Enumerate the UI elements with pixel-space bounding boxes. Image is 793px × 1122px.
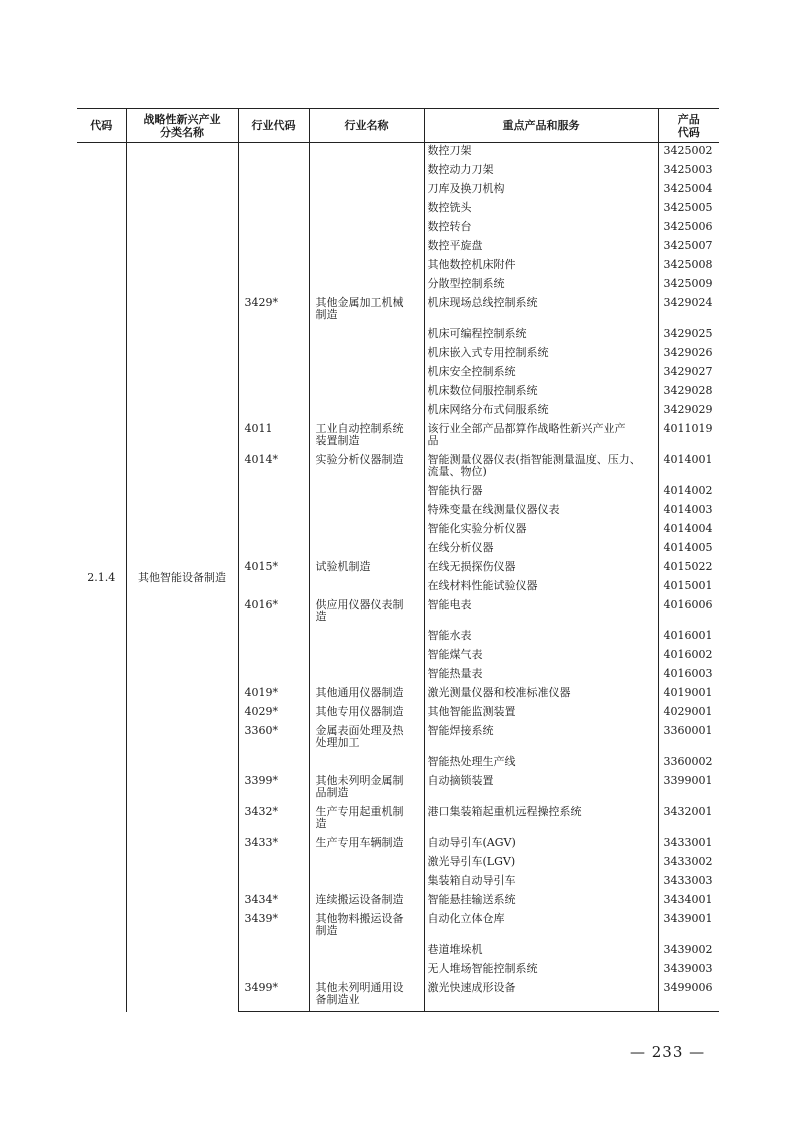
industry-code-cell: 4019*: [238, 685, 309, 704]
industry-code-cell: [238, 238, 309, 257]
industry-name-cell: 试验机制造: [309, 559, 424, 578]
industry-classification-table: [77, 108, 719, 1012]
section-name: 其他智能设备制造: [126, 143, 238, 1012]
product-code-cell: 3425006: [658, 219, 719, 238]
industry-name-cell: [309, 364, 424, 383]
industry-name-cell: [309, 854, 424, 873]
product-code-cell: 3429026: [658, 345, 719, 364]
header-products: 重点产品和服务: [424, 109, 658, 143]
industry-code-cell: [238, 628, 309, 647]
product-code-cell: 3439003: [658, 961, 719, 980]
industry-name-cell: [309, 942, 424, 961]
product-code-cell: 4015001: [658, 578, 719, 597]
page-number: — 233 —: [630, 1043, 706, 1061]
product-cell: 自动导引车(AGV): [424, 835, 658, 854]
header-industry-code: 行业代码: [238, 109, 309, 143]
industry-name-cell: 生产专用车辆制造: [309, 835, 424, 854]
industry-name-cell: [309, 402, 424, 421]
industry-name-cell: [309, 647, 424, 666]
industry-code-cell: [238, 181, 309, 200]
product-code-cell: 3360002: [658, 754, 719, 773]
industry-code-cell: [238, 502, 309, 521]
industry-name-cell: [309, 162, 424, 181]
industry-name-cell: 生产专用起重机制 造: [309, 804, 424, 835]
product-code-cell: 3433001: [658, 835, 719, 854]
industry-name-cell: 其他未列明金属制 品制造: [309, 773, 424, 804]
product-cell: 自动摘锁装置: [424, 773, 658, 804]
product-cell: 激光快速成形设备: [424, 980, 658, 1012]
product-cell: 分散型控制系统: [424, 276, 658, 295]
product-cell: 激光测量仪器和校准标准仪器: [424, 685, 658, 704]
product-cell: 该行业全部产品都算作战略性新兴产业产 品: [424, 421, 658, 452]
product-code-cell: 3429027: [658, 364, 719, 383]
product-code-cell: 4014001: [658, 452, 719, 483]
product-code-cell: 3433003: [658, 873, 719, 892]
industry-code-cell: [238, 540, 309, 559]
industry-code-cell: [238, 383, 309, 402]
industry-name-cell: 连续搬运设备制造: [309, 892, 424, 911]
industry-code-cell: [238, 143, 309, 163]
product-code-cell: 3425008: [658, 257, 719, 276]
industry-name-cell: 其他物料搬运设备 制造: [309, 911, 424, 942]
product-cell: 机床网络分布式伺服系统: [424, 402, 658, 421]
product-cell: 机床嵌入式专用控制系统: [424, 345, 658, 364]
product-cell: 集装箱自动导引车: [424, 873, 658, 892]
product-code-cell: 4029001: [658, 704, 719, 723]
header-product-code: 产品 代码: [658, 109, 719, 143]
product-code-cell: 3425004: [658, 181, 719, 200]
product-code-cell: 4016006: [658, 597, 719, 628]
industry-name-cell: [309, 961, 424, 980]
industry-code-cell: [238, 873, 309, 892]
industry-code-cell: 3432*: [238, 804, 309, 835]
industry-name-cell: [309, 326, 424, 345]
industry-name-cell: [309, 502, 424, 521]
industry-code-cell: 3399*: [238, 773, 309, 804]
product-code-cell: 4014004: [658, 521, 719, 540]
table-row: [77, 143, 719, 163]
industry-code-cell: [238, 276, 309, 295]
industry-name-cell: [309, 219, 424, 238]
product-code-cell: 4011019: [658, 421, 719, 452]
product-code-cell: 4019001: [658, 685, 719, 704]
product-code-cell: 3439002: [658, 942, 719, 961]
product-code-cell: 3425002: [658, 143, 719, 163]
product-cell: 在线分析仪器: [424, 540, 658, 559]
industry-name-cell: [309, 521, 424, 540]
industry-name-cell: [309, 666, 424, 685]
product-cell: 智能热处理生产线: [424, 754, 658, 773]
industry-name-cell: [309, 276, 424, 295]
industry-name-cell: [309, 540, 424, 559]
product-code-cell: 3425009: [658, 276, 719, 295]
product-code-cell: 3429029: [658, 402, 719, 421]
product-cell: 智能煤气表: [424, 647, 658, 666]
product-cell: 自动化立体仓库: [424, 911, 658, 942]
product-code-cell: 3432001: [658, 804, 719, 835]
product-cell: 特殊变量在线测量仪器仪表: [424, 502, 658, 521]
product-code-cell: 4015022: [658, 559, 719, 578]
industry-code-cell: 3434*: [238, 892, 309, 911]
industry-name-cell: [309, 383, 424, 402]
product-code-cell: 3429028: [658, 383, 719, 402]
industry-name-cell: 供应用仪器仪表制 造: [309, 597, 424, 628]
product-cell: 机床现场总线控制系统: [424, 295, 658, 326]
industry-code-cell: [238, 402, 309, 421]
industry-name-cell: [309, 483, 424, 502]
product-cell: 在线无损探伤仪器: [424, 559, 658, 578]
product-cell: 智能焊接系统: [424, 723, 658, 754]
product-code-cell: 4014002: [658, 483, 719, 502]
industry-name-cell: [309, 181, 424, 200]
industry-code-cell: [238, 345, 309, 364]
industry-name-cell: [309, 143, 424, 163]
industry-name-cell: 工业自动控制系统 装置制造: [309, 421, 424, 452]
industry-code-cell: [238, 483, 309, 502]
industry-name-cell: [309, 238, 424, 257]
header-industry-name: 行业名称: [309, 109, 424, 143]
product-cell: 其他数控机床附件: [424, 257, 658, 276]
table-body: [77, 143, 719, 1012]
industry-name-cell: 其他金属加工机械 制造: [309, 295, 424, 326]
industry-name-cell: [309, 628, 424, 647]
product-cell: 智能水表: [424, 628, 658, 647]
product-cell: 智能电表: [424, 597, 658, 628]
industry-name-cell: [309, 578, 424, 597]
industry-code-cell: 3429*: [238, 295, 309, 326]
industry-code-cell: [238, 961, 309, 980]
industry-name-cell: 其他专用仪器制造: [309, 704, 424, 723]
industry-code-cell: [238, 854, 309, 873]
industry-code-cell: [238, 162, 309, 181]
product-cell: 机床数位伺服控制系统: [424, 383, 658, 402]
product-cell: 港口集装箱起重机远程操控系统: [424, 804, 658, 835]
industry-name-cell: [309, 754, 424, 773]
industry-code-cell: 3360*: [238, 723, 309, 754]
header-category: 战略性新兴产业 分类名称: [126, 109, 238, 143]
product-cell: 智能测量仪器仪表(指智能测量温度、压力、 流量、物位): [424, 452, 658, 483]
product-cell: 数控转台: [424, 219, 658, 238]
industry-code-cell: [238, 666, 309, 685]
product-cell: 刀库及换刀机构: [424, 181, 658, 200]
product-code-cell: 3425007: [658, 238, 719, 257]
industry-name-cell: [309, 873, 424, 892]
product-code-cell: 3429025: [658, 326, 719, 345]
product-cell: 机床可编程控制系统: [424, 326, 658, 345]
product-code-cell: 3439001: [658, 911, 719, 942]
product-cell: 激光导引车(LGV): [424, 854, 658, 873]
product-code-cell: 4016002: [658, 647, 719, 666]
industry-name-cell: [309, 345, 424, 364]
industry-code-cell: [238, 754, 309, 773]
industry-code-cell: [238, 219, 309, 238]
industry-name-cell: [309, 257, 424, 276]
product-code-cell: 3360001: [658, 723, 719, 754]
industry-code-cell: [238, 942, 309, 961]
product-code-cell: 3425003: [658, 162, 719, 181]
product-code-cell: 3425005: [658, 200, 719, 219]
product-code-cell: 3499006: [658, 980, 719, 1012]
product-cell: 智能悬挂输送系统: [424, 892, 658, 911]
industry-name-cell: 其他未列明通用设 备制造业: [309, 980, 424, 1012]
industry-code-cell: [238, 521, 309, 540]
industry-code-cell: 3499*: [238, 980, 309, 1012]
industry-code-cell: 3439*: [238, 911, 309, 942]
product-code-cell: 4014005: [658, 540, 719, 559]
section-code: 2.1.4: [87, 571, 116, 585]
industry-code-cell: [238, 578, 309, 597]
product-cell: 巷道堆垛机: [424, 942, 658, 961]
product-cell: 数控动力刀架: [424, 162, 658, 181]
product-code-cell: 3434001: [658, 892, 719, 911]
industry-code-cell: 4029*: [238, 704, 309, 723]
header-code: 代码: [77, 109, 126, 143]
industry-code-cell: [238, 257, 309, 276]
product-cell: 数控平旋盘: [424, 238, 658, 257]
product-code-cell: 4014003: [658, 502, 719, 521]
product-cell: 无人堆场智能控制系统: [424, 961, 658, 980]
industry-name-cell: [309, 200, 424, 219]
industry-code-cell: [238, 326, 309, 345]
product-cell: 数控铣头: [424, 200, 658, 219]
product-cell: 数控刀架: [424, 143, 658, 163]
product-cell: 机床安全控制系统: [424, 364, 658, 383]
product-cell: 智能执行器: [424, 483, 658, 502]
table-header-row: [77, 109, 719, 143]
industry-code-cell: 4016*: [238, 597, 309, 628]
product-code-cell: 4016001: [658, 628, 719, 647]
product-cell: 智能化实验分析仪器: [424, 521, 658, 540]
product-code-cell: 3429024: [658, 295, 719, 326]
industry-name-cell: 其他通用仪器制造: [309, 685, 424, 704]
industry-code-cell: [238, 647, 309, 666]
product-cell: 其他智能监测装置: [424, 704, 658, 723]
industry-name-cell: 金属表面处理及热 处理加工: [309, 723, 424, 754]
industry-code-cell: [238, 364, 309, 383]
industry-code-cell: [238, 200, 309, 219]
product-code-cell: 4016003: [658, 666, 719, 685]
industry-code-cell: 3433*: [238, 835, 309, 854]
product-code-cell: 3433002: [658, 854, 719, 873]
industry-code-cell: 4014*: [238, 452, 309, 483]
industry-code-cell: 4011: [238, 421, 309, 452]
product-cell: 在线材料性能试验仪器: [424, 578, 658, 597]
industry-name-cell: 实验分析仪器制造: [309, 452, 424, 483]
product-code-cell: 3399001: [658, 773, 719, 804]
industry-code-cell: 4015*: [238, 559, 309, 578]
product-cell: 智能热量表: [424, 666, 658, 685]
